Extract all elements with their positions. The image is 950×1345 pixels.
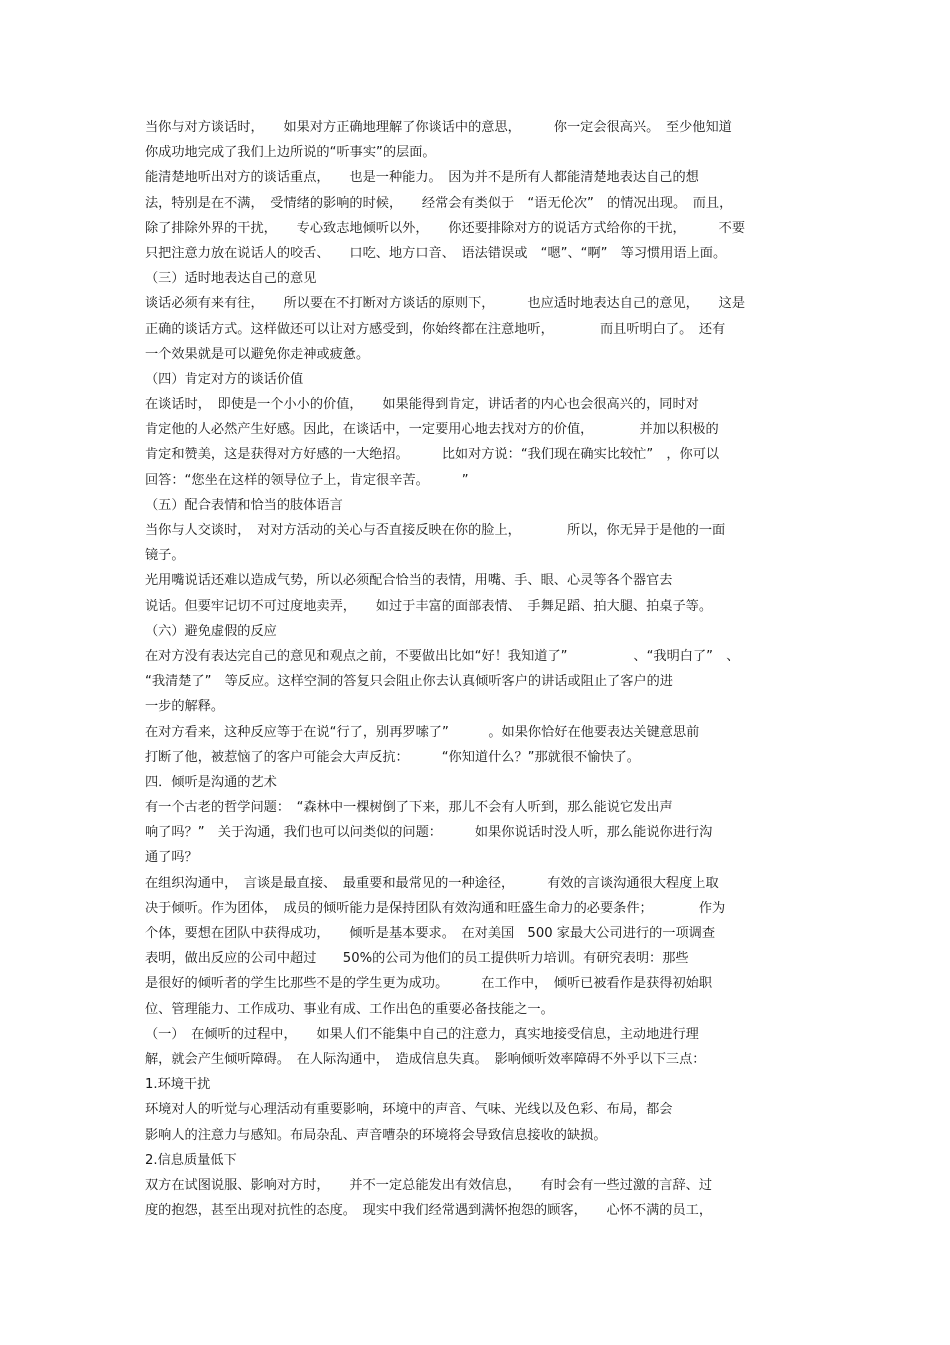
text-line: 镜子。 [145,548,185,564]
text-line: 能清楚地听出对方的谈话重点， 也是一种能力。 因为并不是所有人都能清楚地表达自己的想 [145,170,699,186]
text-line: 打断了他，被惹恼了的客户可能会大声反抗： “你知道什么？”那就很不愉快了。 [145,749,640,765]
text-line: 环境对人的听觉与心理活动有重要影响，环境中的声音、气味、光线以及色彩、布局，都会 [145,1102,673,1118]
text-line: 是很好的倾听者的学生比那些不是的学生更为成功。 在工作中， 倾听已被看作是获得初始职 [145,976,713,992]
text-line: 说话。但要牢记切不可过度地卖弄， 如过于丰富的面部表情、 手舞足蹈、拍大腿、拍桌子等。 [145,598,713,614]
text-line: 谈话必须有来有往， 所以要在不打断对方谈话的原则下， 也应适时地表达自己的意见， 这是 [145,296,746,312]
text-line: 除了排除外界的干扰， 专心致志地倾听以外， 你还要排除对方的说话方式给你的干扰， 不要 [145,220,746,236]
text-line: 一个效果就是可以避免你走神或疲惫。 [145,346,370,362]
text-line: 在对方没有表达完自己的意见和观点之前，不要做出比如“好！我知道了” 、“我明白了” 、 [145,648,740,664]
text-line: 度的抱怨，甚至出现对抗性的态度。 现实中我们经常遇到满怀抱怨的顾客， 心怀不满的员工， [145,1203,713,1219]
text-line: 2.信息质量低下 [145,1152,237,1168]
text-line: 表明，做出反应的公司中超过 50%的公司为他们的员工提供听力培训。有研究表明：那些 [145,951,689,967]
text-line: 回答：“您坐在这样的领导位子上，肯定很辛苦。 ” [145,472,469,488]
text-line: 影响人的注意力与感知。布局杂乱、声音嘈杂的环境将会导致信息接收的缺损。 [145,1127,607,1143]
text-line: 在对方看来，这种反应等于在说“行了，别再罗嗦了” 。如果你恰好在他要表达关键意思前 [145,724,700,740]
text-line: 通了吗？ [145,850,198,866]
text-line: 当你与对方谈话时， 如果对方正确地理解了你谈话中的意思， 你一定会很高兴。 至少他知道 [145,120,732,135]
text-line: （六）避免虚假的反应 [145,623,277,639]
text-line: （四）肯定对方的谈话价值 [145,371,304,387]
text-line: （五）配合表情和恰当的肢体语言 [145,497,343,513]
text-line: 正确的谈话方式。这样做还可以让对方感受到，你始终都在注意地听， 而且听明白了。 还有 [145,321,726,337]
text-line: 一步的解释。 [145,699,225,715]
text-line: 肯定和赞美，这是获得对方好感的一大绝招。 比如对方说：“我们现在确实比较忙” ，你可以 [145,447,720,463]
text-line: （三）适时地表达自己的意见 [145,271,317,287]
text-line: 当你与人交谈时， 对对方活动的关心与否直接反映在你的脸上， 所以，你无异于是他的一面 [145,523,726,538]
document-body [145,115,815,1223]
text-line: 响了吗？” 关于沟通，我们也可以问类似的问题： 如果你说话时没人听，那么能说你进行沟 [145,825,713,841]
text-line: 个体，要想在团队中获得成功， 倾听是基本要求。 在对美国 500 家最大公司进行的一项调查 [145,926,716,941]
text-line: 1.环境干扰 [145,1077,211,1093]
text-line: 只把注意力放在说话人的咬舌、 口吃、地方口音、 语法错误或 “嗯”、“啊” 等习惯用语上面。 [145,245,727,261]
text-line: 双方在试图说服、影响对方时， 并不一定总能发出有效信息， 有时会有一些过激的言辞、过 [145,1177,713,1193]
text-line: 解，就会产生倾听障碍。 在人际沟通中， 造成信息失真。 影响倾听效率障碍不外乎以下三点： [145,1051,706,1067]
text-line: 光用嘴说话还难以造成气势，所以必须配合恰当的表情，用嘴、手、眼、心灵等各个器官去 [145,573,673,589]
text-line: 四．倾听是沟通的艺术 [145,774,277,790]
text-line: 你成功地完成了我们上边所说的“听事实”的层面。 [145,145,436,161]
text-line: 位、管理能力、工作成功、事业有成、工作出色的重要必备技能之一。 [145,1001,554,1017]
text-line: 肯定他的人必然产生好感。因此，在谈话中，一定要用心地去找对方的价值， 并加以积极的 [145,422,719,438]
text-line: 在谈话时， 即使是一个小小的价值， 如果能得到肯定，讲话者的内心也会很高兴的，同时对 [145,397,699,413]
text-line: “我清楚了” 等反应。这样空洞的答复只会阻止你去认真倾听客户的讲话或阻止了客户的进 [145,674,673,690]
text-line: （一） 在倾听的过程中， 如果人们不能集中自己的注意力，真实地接受信息，主动地进行理 [145,1026,699,1042]
text-line: 决于倾听。作为团体， 成员的倾听能力是保持团队有效沟通和旺盛生命力的必要条件； 作为 [145,900,726,916]
text-line: 有一个古老的哲学问题： “森林中一棵树倒了下来，那儿不会有人听到，那么能说它发出声 [145,800,673,816]
text-line: 在组织沟通中， 言谈是最直接、 最重要和最常见的一种途径， 有效的言谈沟通很大程度上取 [145,875,719,891]
text-line: 法，特别是在不满， 受情绪的影响的时候， 经常会有类似于 “语无伦次” 的情况出现。 而且， [145,195,733,211]
